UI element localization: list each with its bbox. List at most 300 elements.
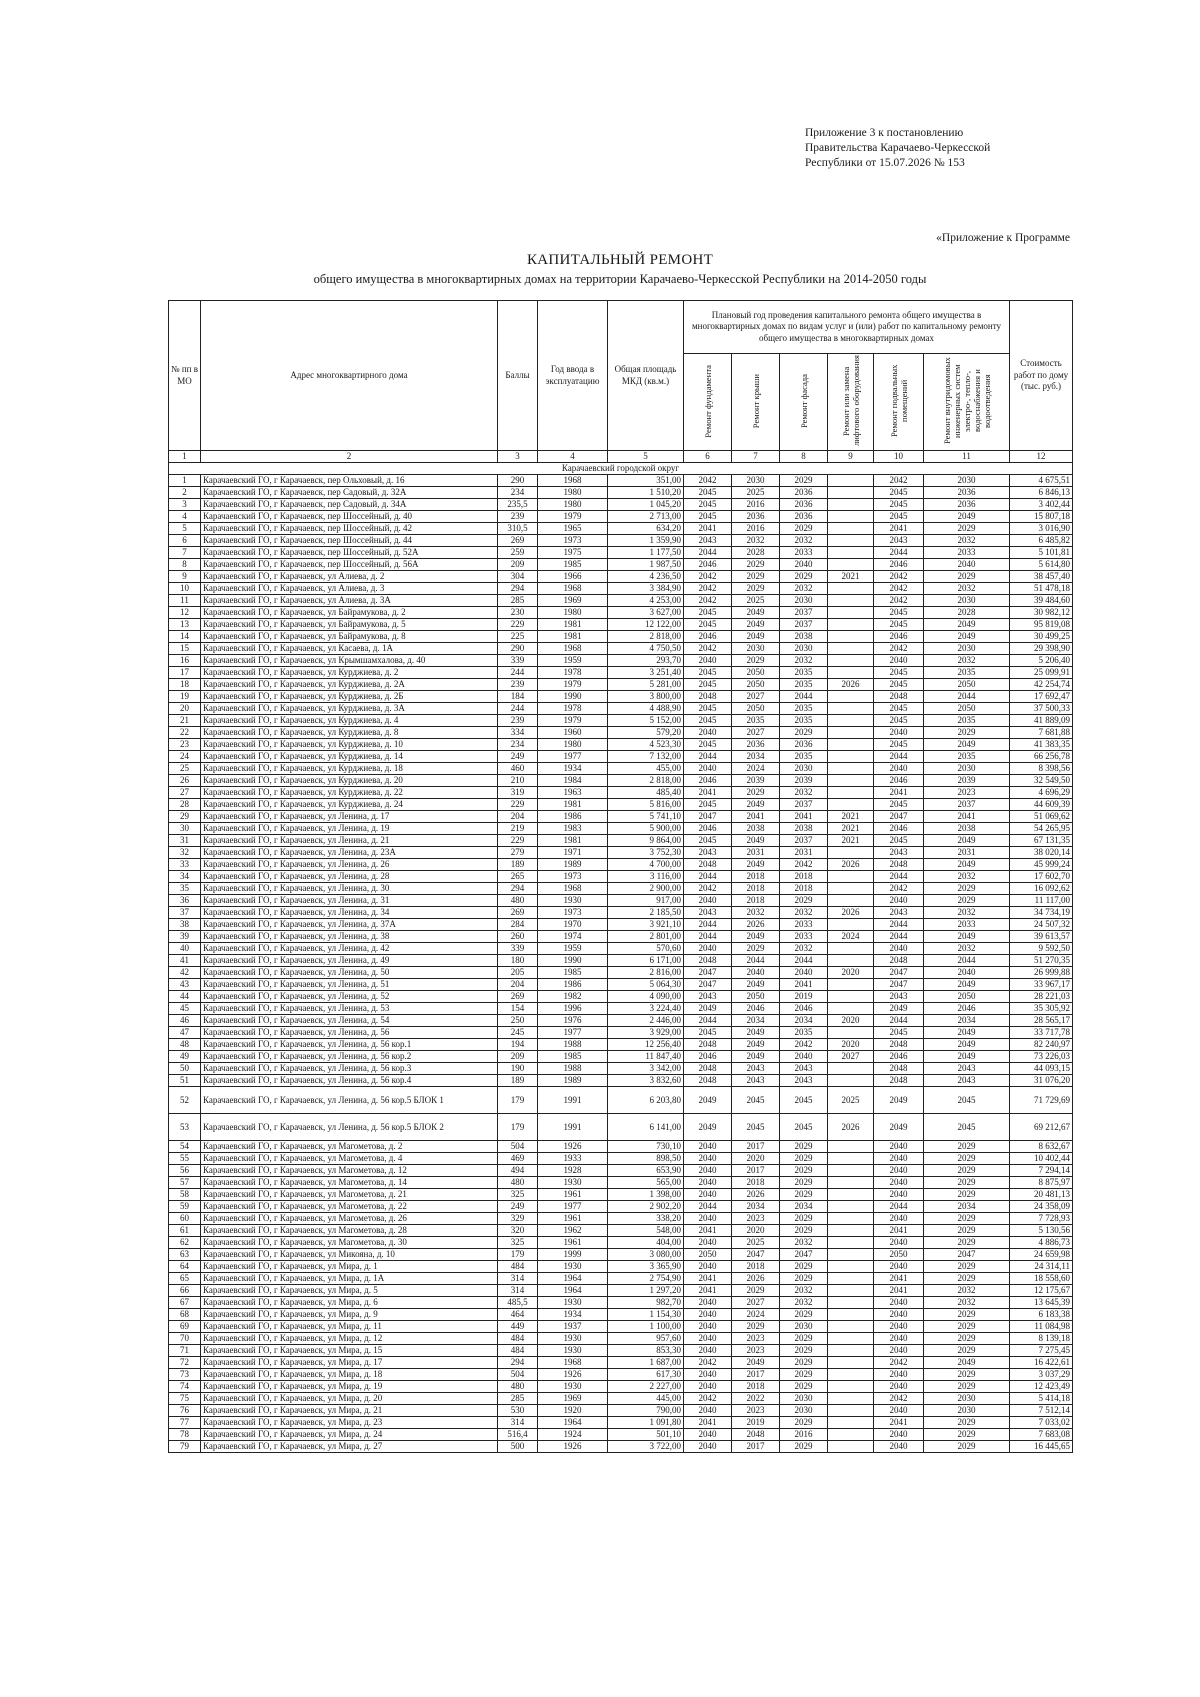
cell-basement-year: 2045 <box>874 715 924 727</box>
cell-facade-year: 2029 <box>780 1273 828 1285</box>
column-number: 11 <box>924 451 1010 463</box>
cell-facade-year: 2029 <box>780 1333 828 1345</box>
cell-roof-year: 2029 <box>732 1285 780 1297</box>
table-row <box>169 919 1073 931</box>
cell-area: 3 080,00 <box>608 1249 684 1261</box>
cell-facade-year: 2032 <box>780 583 828 595</box>
cell-cost: 38 020,14 <box>1010 847 1073 859</box>
table-row <box>169 835 1073 847</box>
cell-facade-year: 2042 <box>780 859 828 871</box>
cell-cost: 11 084,98 <box>1010 1321 1073 1333</box>
cell-cost: 51 478,18 <box>1010 583 1073 595</box>
cell-systems-year: 2029 <box>924 571 1010 583</box>
cell-address: Карачаевский ГО, г Карачаевск, ул Магометова, д. 21 <box>201 1189 498 1201</box>
cell-year-built: 1965 <box>538 523 608 535</box>
cell-address: Карачаевский ГО, г Карачаевск, ул Ленина, д. 21 <box>201 835 498 847</box>
cell-year-built: 1930 <box>538 1345 608 1357</box>
table-row <box>169 655 1073 667</box>
cell-elevator-year <box>828 535 874 547</box>
cell-foundation-year: 2041 <box>684 1225 732 1237</box>
cell-year-built: 1968 <box>538 643 608 655</box>
cell-roof-year: 2022 <box>732 1393 780 1405</box>
cell-cost: 51 069,62 <box>1010 811 1073 823</box>
cell-basement-year: 2045 <box>874 511 924 523</box>
cell-systems-year: 2049 <box>924 1027 1010 1039</box>
table-row <box>169 1213 1073 1225</box>
cell-area: 12 122,00 <box>608 619 684 631</box>
cell-roof-year: 2050 <box>732 679 780 691</box>
cell-score: 464 <box>498 1309 538 1321</box>
cell-area: 653,90 <box>608 1165 684 1177</box>
cell-facade-year: 2029 <box>780 1441 828 1453</box>
cell-cost: 44 609,39 <box>1010 799 1073 811</box>
cell-elevator-year <box>828 703 874 715</box>
cell-foundation-year: 2040 <box>684 1345 732 1357</box>
cell-score: 285 <box>498 595 538 607</box>
cell-row-num: 70 <box>169 1333 201 1345</box>
cell-cost: 12 175,67 <box>1010 1285 1073 1297</box>
cell-elevator-year <box>828 1225 874 1237</box>
cell-facade-year: 2018 <box>780 883 828 895</box>
cell-year-built: 1928 <box>538 1165 608 1177</box>
cell-address: Карачаевский ГО, г Карачаевск, ул Курджиева, д. 8 <box>201 727 498 739</box>
cell-row-num: 25 <box>169 763 201 775</box>
cell-foundation-year: 2044 <box>684 547 732 559</box>
cell-score: 234 <box>498 487 538 499</box>
cell-elevator-year <box>828 1393 874 1405</box>
table-row <box>169 1165 1073 1177</box>
cell-cost: 38 457,40 <box>1010 571 1073 583</box>
cell-year-built: 1986 <box>538 811 608 823</box>
cell-foundation-year: 2040 <box>684 1165 732 1177</box>
cell-facade-year: 2029 <box>780 1417 828 1429</box>
col-header-roof: Ремонт крыши <box>732 354 780 451</box>
cell-elevator-year: 2020 <box>828 967 874 979</box>
cell-facade-year: 2035 <box>780 679 828 691</box>
cell-year-built: 1989 <box>538 859 608 871</box>
cell-row-num: 33 <box>169 859 201 871</box>
cell-systems-year: 2049 <box>924 619 1010 631</box>
cell-year-built: 1964 <box>538 1285 608 1297</box>
cell-cost: 33 717,78 <box>1010 1027 1073 1039</box>
cell-roof-year: 2029 <box>732 787 780 799</box>
cell-score: 310,5 <box>498 523 538 535</box>
cell-cost: 3 402,44 <box>1010 499 1073 511</box>
cell-basement-year: 2043 <box>874 991 924 1003</box>
cell-cost: 24 358,09 <box>1010 1201 1073 1213</box>
cell-row-num: 3 <box>169 499 201 511</box>
cell-foundation-year: 2041 <box>684 523 732 535</box>
cell-systems-year: 2037 <box>924 799 1010 811</box>
cell-foundation-year: 2040 <box>684 1153 732 1165</box>
cell-foundation-year: 2045 <box>684 511 732 523</box>
cell-address: Карачаевский ГО, г Карачаевск, ул Ленина, д. 54 <box>201 1015 498 1027</box>
cell-systems-year: 2035 <box>924 751 1010 763</box>
cell-address: Карачаевский ГО, г Карачаевск, ул Ленина, д. 52 <box>201 991 498 1003</box>
cell-cost: 15 807,18 <box>1010 511 1073 523</box>
cell-roof-year: 2016 <box>732 523 780 535</box>
cell-elevator-year <box>828 715 874 727</box>
cell-cost: 44 093,15 <box>1010 1063 1073 1075</box>
cell-area: 2 818,00 <box>608 775 684 787</box>
cell-score: 244 <box>498 667 538 679</box>
cell-roof-year: 2049 <box>732 835 780 847</box>
cell-score: 284 <box>498 919 538 931</box>
cell-cost: 3 016,90 <box>1010 523 1073 535</box>
table-row <box>169 1333 1073 1345</box>
cell-foundation-year: 2040 <box>684 655 732 667</box>
cell-facade-year: 2029 <box>780 1165 828 1177</box>
cell-foundation-year: 2044 <box>684 871 732 883</box>
cell-facade-year: 2029 <box>780 571 828 583</box>
cell-elevator-year <box>828 763 874 775</box>
cell-roof-year: 2034 <box>732 751 780 763</box>
cell-cost: 16 422,61 <box>1010 1357 1073 1369</box>
cell-cost: 8 632,67 <box>1010 1141 1073 1153</box>
col-header-facade: Ремонт фасада <box>780 354 828 451</box>
cell-foundation-year: 2043 <box>684 535 732 547</box>
cell-systems-year: 2029 <box>924 1345 1010 1357</box>
cell-foundation-year: 2048 <box>684 1075 732 1087</box>
cell-cost: 13 645,39 <box>1010 1297 1073 1309</box>
cell-foundation-year: 2045 <box>684 607 732 619</box>
table-row <box>169 691 1073 703</box>
cell-cost: 5 130,56 <box>1010 1225 1073 1237</box>
cell-row-num: 50 <box>169 1063 201 1075</box>
cell-systems-year: 2032 <box>924 907 1010 919</box>
cell-year-built: 1985 <box>538 559 608 571</box>
cell-systems-year: 2047 <box>924 1249 1010 1261</box>
cell-facade-year: 2033 <box>780 547 828 559</box>
cell-score: 184 <box>498 691 538 703</box>
cell-address: Карачаевский ГО, г Карачаевск, ул Курджиева, д. 18 <box>201 763 498 775</box>
cell-address: Карачаевский ГО, г Карачаевск, пер Садовый, д. 34А <box>201 499 498 511</box>
table-row <box>169 595 1073 607</box>
cell-systems-year: 2029 <box>924 1333 1010 1345</box>
cell-foundation-year: 2040 <box>684 1405 732 1417</box>
cell-systems-year: 2041 <box>924 811 1010 823</box>
cell-cost: 11 117,00 <box>1010 895 1073 907</box>
cell-score: 339 <box>498 655 538 667</box>
cell-address: Карачаевский ГО, г Карачаевск, ул Мира, д. 18 <box>201 1369 498 1381</box>
cell-elevator-year <box>828 1417 874 1429</box>
cell-foundation-year: 2040 <box>684 1189 732 1201</box>
cell-roof-year: 2034 <box>732 1015 780 1027</box>
cell-score: 179 <box>498 1114 538 1141</box>
cell-score: 179 <box>498 1087 538 1114</box>
cell-foundation-year: 2048 <box>684 691 732 703</box>
cell-score: 329 <box>498 1213 538 1225</box>
cell-cost: 8 875,97 <box>1010 1177 1073 1189</box>
cell-systems-year: 2036 <box>924 499 1010 511</box>
cell-elevator-year: 2021 <box>828 835 874 847</box>
cell-systems-year: 2040 <box>924 967 1010 979</box>
cell-area: 2 227,00 <box>608 1381 684 1393</box>
cell-facade-year: 2029 <box>780 1345 828 1357</box>
cell-area: 3 752,30 <box>608 847 684 859</box>
cell-year-built: 1961 <box>538 1213 608 1225</box>
cell-address: Карачаевский ГО, г Карачаевск, ул Магометова, д. 12 <box>201 1165 498 1177</box>
cell-foundation-year: 2042 <box>684 643 732 655</box>
cell-roof-year: 2029 <box>732 559 780 571</box>
cell-year-built: 1999 <box>538 1249 608 1261</box>
cell-systems-year: 2028 <box>924 607 1010 619</box>
cell-score: 469 <box>498 1153 538 1165</box>
cell-year-built: 1968 <box>538 883 608 895</box>
column-number: 8 <box>780 451 828 463</box>
cell-row-num: 71 <box>169 1345 201 1357</box>
cell-elevator-year <box>828 1153 874 1165</box>
cell-facade-year: 2029 <box>780 895 828 907</box>
cell-score: 210 <box>498 775 538 787</box>
cell-facade-year: 2032 <box>780 907 828 919</box>
cell-foundation-year: 2046 <box>684 823 732 835</box>
cell-systems-year: 2032 <box>924 871 1010 883</box>
cell-year-built: 1991 <box>538 1087 608 1114</box>
cell-row-num: 51 <box>169 1075 201 1087</box>
cell-address: Карачаевский ГО, г Карачаевск, ул Ленина, д. 28 <box>201 871 498 883</box>
cell-elevator-year <box>828 883 874 895</box>
cell-facade-year: 2030 <box>780 763 828 775</box>
cell-elevator-year: 2026 <box>828 679 874 691</box>
cell-score: 229 <box>498 619 538 631</box>
cell-systems-year: 2049 <box>924 979 1010 991</box>
cell-facade-year: 2040 <box>780 1051 828 1063</box>
cell-year-built: 1963 <box>538 787 608 799</box>
cell-elevator-year: 2021 <box>828 571 874 583</box>
cell-basement-year: 2043 <box>874 847 924 859</box>
cell-roof-year: 2019 <box>732 1417 780 1429</box>
cell-cost: 34 734,19 <box>1010 907 1073 919</box>
table-row <box>169 511 1073 523</box>
cell-row-num: 79 <box>169 1441 201 1453</box>
cell-score: 484 <box>498 1261 538 1273</box>
cell-roof-year: 2049 <box>732 607 780 619</box>
cell-foundation-year: 2040 <box>684 1333 732 1345</box>
cell-systems-year: 2049 <box>924 931 1010 943</box>
cell-area: 5 741,10 <box>608 811 684 823</box>
cell-row-num: 42 <box>169 967 201 979</box>
cell-year-built: 1977 <box>538 1027 608 1039</box>
cell-row-num: 15 <box>169 643 201 655</box>
cell-roof-year: 2032 <box>732 535 780 547</box>
cell-roof-year: 2017 <box>732 1369 780 1381</box>
cell-facade-year: 2046 <box>780 1003 828 1015</box>
table-row <box>169 1027 1073 1039</box>
cell-roof-year: 2050 <box>732 703 780 715</box>
cell-roof-year: 2026 <box>732 1189 780 1201</box>
table-row <box>169 535 1073 547</box>
cell-facade-year: 2029 <box>780 1213 828 1225</box>
cell-area: 2 801,00 <box>608 931 684 943</box>
cell-elevator-year <box>828 619 874 631</box>
cell-cost: 18 558,60 <box>1010 1273 1073 1285</box>
cell-facade-year: 2018 <box>780 871 828 883</box>
cell-address: Карачаевский ГО, г Карачаевск, ул Ленина, д. 19 <box>201 823 498 835</box>
cell-year-built: 1924 <box>538 1429 608 1441</box>
cell-foundation-year: 2040 <box>684 1429 732 1441</box>
cell-year-built: 1990 <box>538 691 608 703</box>
cell-basement-year: 2046 <box>874 559 924 571</box>
cell-cost: 71 729,69 <box>1010 1087 1073 1114</box>
cell-year-built: 1981 <box>538 631 608 643</box>
cell-elevator-year <box>828 871 874 883</box>
cell-year-built: 1973 <box>538 871 608 883</box>
cell-score: 304 <box>498 571 538 583</box>
cell-row-num: 2 <box>169 487 201 499</box>
cell-roof-year: 2038 <box>732 823 780 835</box>
cell-area: 5 900,00 <box>608 823 684 835</box>
cell-area: 3 116,00 <box>608 871 684 883</box>
cell-systems-year: 2033 <box>924 547 1010 559</box>
cell-area: 404,00 <box>608 1237 684 1249</box>
table-row <box>169 727 1073 739</box>
cell-roof-year: 2040 <box>732 967 780 979</box>
cell-address: Карачаевский ГО, г Карачаевск, ул Ленина, д. 56 кор.4 <box>201 1075 498 1087</box>
cell-systems-year: 2031 <box>924 847 1010 859</box>
cell-basement-year: 2042 <box>874 1357 924 1369</box>
cell-cost: 28 565,17 <box>1010 1015 1073 1027</box>
table-row <box>169 703 1073 715</box>
cell-cost: 7 033,02 <box>1010 1417 1073 1429</box>
cell-basement-year: 2040 <box>874 1321 924 1333</box>
cell-cost: 73 226,03 <box>1010 1051 1073 1063</box>
cell-cost: 69 212,67 <box>1010 1114 1073 1141</box>
cell-facade-year: 2029 <box>780 475 828 487</box>
cell-year-built: 1975 <box>538 547 608 559</box>
cell-row-num: 19 <box>169 691 201 703</box>
cell-basement-year: 2041 <box>874 523 924 535</box>
cell-facade-year: 2035 <box>780 1027 828 1039</box>
district-group-row <box>169 463 1073 475</box>
cell-score: 480 <box>498 1177 538 1189</box>
cell-roof-year: 2039 <box>732 775 780 787</box>
cell-score: 460 <box>498 763 538 775</box>
cell-score: 229 <box>498 799 538 811</box>
cell-elevator-year <box>828 667 874 679</box>
cell-foundation-year: 2045 <box>684 667 732 679</box>
cell-year-built: 1926 <box>538 1441 608 1453</box>
cell-year-built: 1930 <box>538 895 608 907</box>
table-row <box>169 1345 1073 1357</box>
cell-systems-year: 2049 <box>924 1357 1010 1369</box>
cell-area: 579,20 <box>608 727 684 739</box>
cell-systems-year: 2032 <box>924 943 1010 955</box>
cell-year-built: 1960 <box>538 727 608 739</box>
cell-address: Карачаевский ГО, г Карачаевск, ул Мира, д. 1А <box>201 1273 498 1285</box>
cell-roof-year: 2050 <box>732 667 780 679</box>
cell-roof-year: 2049 <box>732 1027 780 1039</box>
cell-basement-year: 2040 <box>874 1405 924 1417</box>
table-row <box>169 619 1073 631</box>
cell-systems-year: 2030 <box>924 1405 1010 1417</box>
cell-facade-year: 2040 <box>780 967 828 979</box>
cell-row-num: 62 <box>169 1237 201 1249</box>
cell-elevator-year <box>828 1357 874 1369</box>
cell-foundation-year: 2040 <box>684 1141 732 1153</box>
cell-address: Карачаевский ГО, г Карачаевск, ул Мира, д. 6 <box>201 1297 498 1309</box>
cell-facade-year: 2040 <box>780 559 828 571</box>
cell-foundation-year: 2043 <box>684 907 732 919</box>
cell-elevator-year <box>828 487 874 499</box>
cell-basement-year: 2049 <box>874 1087 924 1114</box>
cell-basement-year: 2045 <box>874 487 924 499</box>
cell-basement-year: 2042 <box>874 475 924 487</box>
cell-cost: 5 206,40 <box>1010 655 1073 667</box>
cell-basement-year: 2044 <box>874 547 924 559</box>
cell-facade-year: 2032 <box>780 1237 828 1249</box>
cell-facade-year: 2029 <box>780 1357 828 1369</box>
table-row <box>169 487 1073 499</box>
cell-facade-year: 2032 <box>780 655 828 667</box>
cell-elevator-year <box>828 1429 874 1441</box>
cell-year-built: 1978 <box>538 703 608 715</box>
cell-systems-year: 2040 <box>924 559 1010 571</box>
cell-year-built: 1980 <box>538 487 608 499</box>
cell-cost: 7 728,93 <box>1010 1213 1073 1225</box>
cell-row-num: 59 <box>169 1201 201 1213</box>
cell-cost: 66 256,78 <box>1010 751 1073 763</box>
cell-elevator-year: 2024 <box>828 931 874 943</box>
cell-address: Карачаевский ГО, г Карачаевск, пер Садовый, д. 32А <box>201 487 498 499</box>
cell-roof-year: 2043 <box>732 1063 780 1075</box>
cell-row-num: 44 <box>169 991 201 1003</box>
cell-cost: 54 265,95 <box>1010 823 1073 835</box>
cell-area: 1 359,90 <box>608 535 684 547</box>
cell-score: 325 <box>498 1189 538 1201</box>
cell-cost: 28 221,03 <box>1010 991 1073 1003</box>
cell-year-built: 1986 <box>538 979 608 991</box>
cell-row-num: 26 <box>169 775 201 787</box>
cell-cost: 16 092,62 <box>1010 883 1073 895</box>
cell-elevator-year <box>828 895 874 907</box>
cell-systems-year: 2050 <box>924 703 1010 715</box>
cell-area: 3 384,90 <box>608 583 684 595</box>
cell-elevator-year <box>828 631 874 643</box>
cell-facade-year: 2041 <box>780 979 828 991</box>
cell-score: 480 <box>498 895 538 907</box>
cell-address: Карачаевский ГО, г Карачаевск, ул Ленина, д. 56 кор.5 БЛОК 1 <box>201 1087 498 1114</box>
cell-area: 1 091,80 <box>608 1417 684 1429</box>
cell-address: Карачаевский ГО, г Карачаевск, ул Мира, д. 20 <box>201 1393 498 1405</box>
cell-row-num: 13 <box>169 619 201 631</box>
cell-basement-year: 2050 <box>874 1249 924 1261</box>
cell-roof-year: 2026 <box>732 1273 780 1285</box>
cell-area: 2 754,90 <box>608 1273 684 1285</box>
cell-score: 249 <box>498 1201 538 1213</box>
cell-systems-year: 2029 <box>924 883 1010 895</box>
cell-area: 3 251,40 <box>608 667 684 679</box>
table-row <box>169 955 1073 967</box>
cell-score: 504 <box>498 1141 538 1153</box>
table-row <box>169 775 1073 787</box>
cell-area: 4 523,30 <box>608 739 684 751</box>
cell-row-num: 31 <box>169 835 201 847</box>
cell-cost: 4 886,73 <box>1010 1237 1073 1249</box>
cell-elevator-year <box>828 787 874 799</box>
cell-cost: 39 613,57 <box>1010 931 1073 943</box>
cell-row-num: 28 <box>169 799 201 811</box>
cell-roof-year: 2028 <box>732 547 780 559</box>
cell-basement-year: 2049 <box>874 1114 924 1141</box>
cell-row-num: 18 <box>169 679 201 691</box>
cell-elevator-year <box>828 739 874 751</box>
cell-area: 982,70 <box>608 1297 684 1309</box>
cell-systems-year: 2049 <box>924 1039 1010 1051</box>
cell-area: 1 177,50 <box>608 547 684 559</box>
cell-systems-year: 2030 <box>924 475 1010 487</box>
cell-year-built: 1969 <box>538 1393 608 1405</box>
